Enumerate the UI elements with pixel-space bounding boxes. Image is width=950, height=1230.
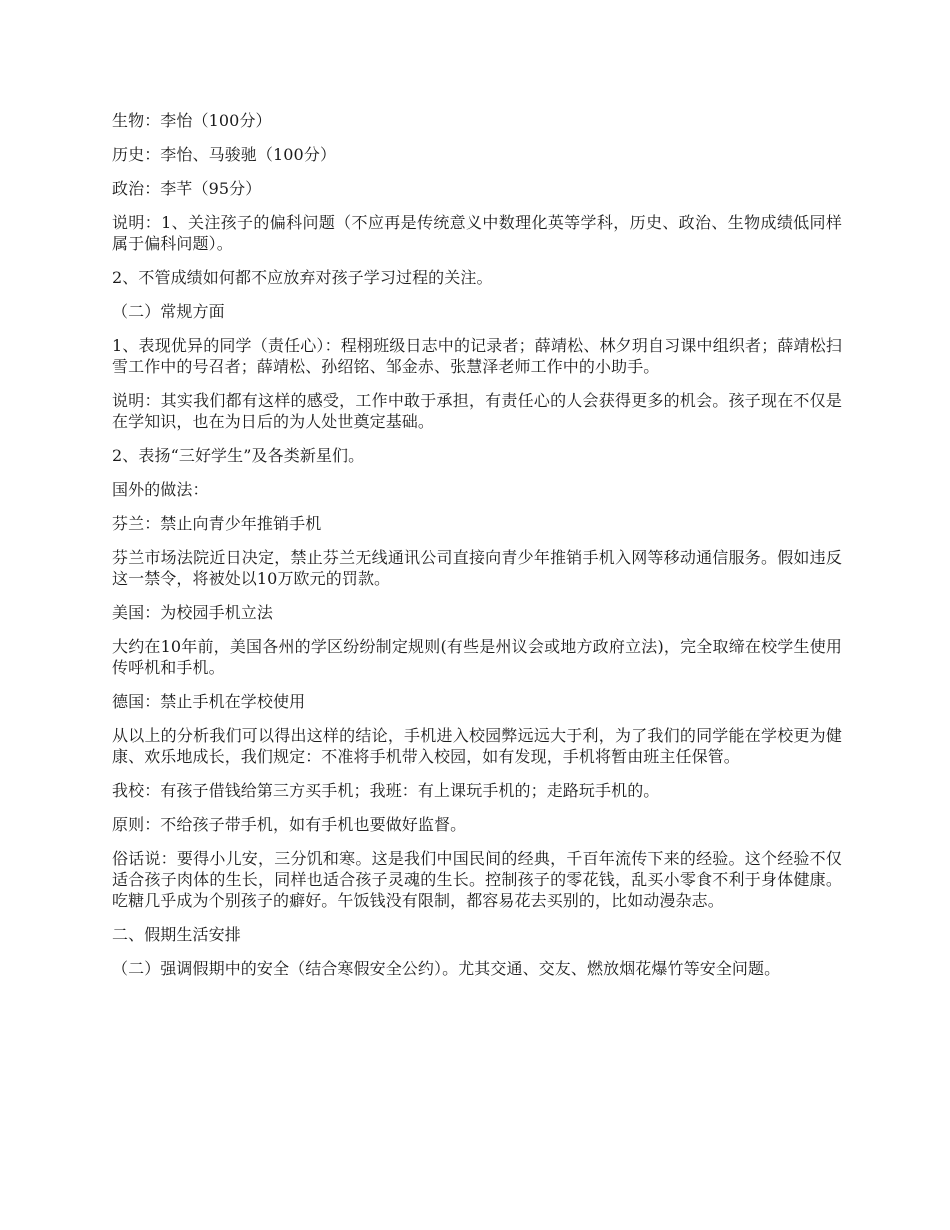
paragraph-germany-heading: 德国：禁止手机在学校使用 (112, 692, 306, 711)
paragraph-principle: 原则：不给孩子带手机，如有手机也要做好监督。 (112, 815, 467, 834)
paragraph-proverb: 俗话说：要得小儿安，三分饥和寒。这是我们中国民间的经典，千百年流传下来的经验。这个经验不仅适合孩子肉体的生长，同样也适合孩子灵魂的生长。控制孩子的零花钱，乱买小零食不利于身体健康。吃糖几乎成为个别孩子的癖好。午饭钱没有限制，都容易花去买别的，比如动漫杂志。 (112, 849, 842, 910)
paragraph-conclusion: 从以上的分析我们可以得出这样的结论，手机进入校园弊远远大于利，为了我们的同学能在学校更为健康、欢乐地成长，我们规定：不准将手机带入校园，如有发现，手机将暂由班主任保管。 (112, 726, 842, 766)
document-page (112, 110, 842, 992)
paragraph-history-score: 历史：李怡、马骏驰（100分） (112, 145, 337, 164)
paragraph-usa-detail: 大约在10年前，美国各州的学区纷纷制定规则(有些是州议会或地方政府立法)，完全取缔在校学生使用传呼机和手机。 (112, 637, 842, 677)
section-heading-routine: （二）常规方面 (112, 302, 225, 321)
paragraph-politics-score: 政治：李芊（95分） (112, 179, 262, 198)
paragraph-finland-detail: 芬兰市场法院近日决定，禁止芬兰无线通讯公司直接向青少年推销手机入网等移动通信服务。假如违反这一禁令，将被处以10万欧元的罚款。 (112, 548, 842, 588)
paragraph-foreign-practices: 国外的做法： (112, 480, 209, 499)
paragraph-praise: 2、表扬“三好学生”及各类新星们。 (112, 446, 365, 465)
paragraph-finland-heading: 芬兰：禁止向青少年推销手机 (112, 514, 322, 533)
paragraph-note-responsibility: 说明：其实我们都有这样的感受，工作中敢于承担，有责任心的人会获得更多的机会。孩子现在不仅是在学知识，也在为日后的为人处世奠定基础。 (112, 391, 842, 431)
paragraph-school-cases: 我校：有孩子借钱给第三方买手机；我班：有上课玩手机的；走路玩手机的。 (112, 781, 660, 800)
paragraph-note-process: 2、不管成绩如何都不应放弃对孩子学习过程的关注。 (112, 268, 493, 287)
paragraph-holiday-safety: （二）强调假期中的安全（结合寒假安全公约）。尤其交通、交友、燃放烟花爆竹等安全问题。 (112, 959, 781, 978)
paragraph-outstanding-students: 1、表现优异的同学（责任心）：程栩班级日志中的记录者；薛靖松、林夕玥自习课中组织者；薛靖松扫雪工作中的号召者；薛靖松、孙绍铭、邹金赤、张慧泽老师工作中的小助手。 (112, 336, 842, 376)
section-heading-holiday: 二、假期生活安排 (112, 925, 241, 944)
paragraph-biology-score: 生物：李怡（100分） (112, 111, 272, 130)
paragraph-note-bias: 说明：1、关注孩子的偏科问题（不应再是传统意义中数理化英等学科，历史、政治、生物成绩低同样属于偏科问题）。 (112, 213, 842, 253)
paragraph-usa-heading: 美国：为校园手机立法 (112, 603, 274, 622)
